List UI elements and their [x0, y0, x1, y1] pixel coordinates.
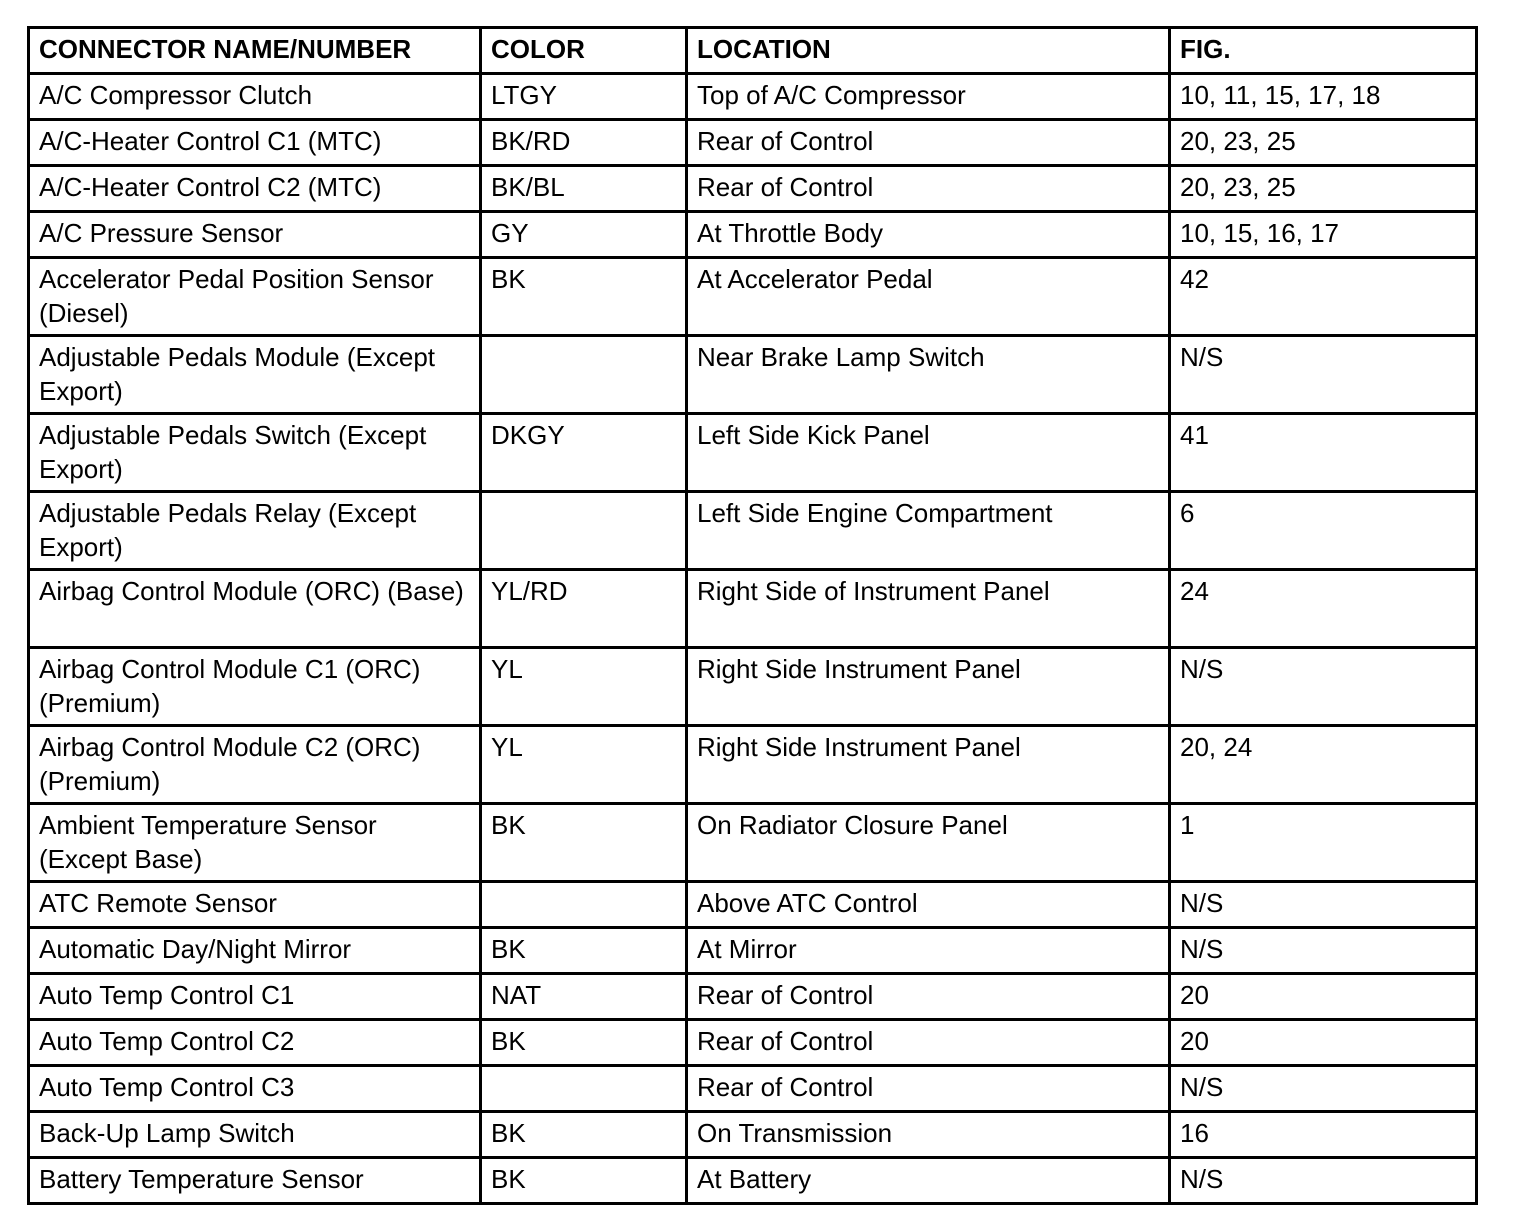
table-row [29, 414, 1477, 492]
cell-color: DKGY [481, 414, 687, 492]
cell-location: On Transmission [687, 1112, 1170, 1158]
cell-fig: N/S [1170, 1066, 1477, 1112]
cell-location: Left Side Engine Compartment [687, 492, 1170, 570]
cell-connector-name: A/C-Heater Control C2 (MTC) [29, 166, 481, 212]
cell-color [481, 492, 687, 570]
table-row [29, 648, 1477, 726]
table-row [29, 882, 1477, 928]
cell-location: Near Brake Lamp Switch [687, 336, 1170, 414]
cell-color: BK/BL [481, 166, 687, 212]
cell-connector-name: Adjustable Pedals Relay (Except Export) [29, 492, 481, 570]
cell-color: LTGY [481, 74, 687, 120]
cell-connector-name: Ambient Temperature Sensor (Except Base) [29, 804, 481, 882]
cell-connector-name: Adjustable Pedals Switch (Except Export) [29, 414, 481, 492]
header-color: COLOR [481, 28, 687, 74]
cell-fig: 20 [1170, 974, 1477, 1020]
cell-color: BK/RD [481, 120, 687, 166]
table-row [29, 1112, 1477, 1158]
cell-connector-name: ATC Remote Sensor [29, 882, 481, 928]
cell-location: Right Side Instrument Panel [687, 726, 1170, 804]
table-row [29, 336, 1477, 414]
cell-fig: N/S [1170, 648, 1477, 726]
cell-connector-name: Back-Up Lamp Switch [29, 1112, 481, 1158]
cell-location: Rear of Control [687, 974, 1170, 1020]
cell-connector-name: Airbag Control Module C1 (ORC)(Premium) [29, 648, 481, 726]
cell-connector-name: Auto Temp Control C1 [29, 974, 481, 1020]
cell-color: YL [481, 648, 687, 726]
cell-fig: 20, 23, 25 [1170, 166, 1477, 212]
table-row [29, 120, 1477, 166]
header-connector-name: CONNECTOR NAME/NUMBER [29, 28, 481, 74]
cell-location: Rear of Control [687, 166, 1170, 212]
cell-fig: N/S [1170, 336, 1477, 414]
cell-location: Rear of Control [687, 1020, 1170, 1066]
cell-fig: 10, 11, 15, 17, 18 [1170, 74, 1477, 120]
table-row [29, 212, 1477, 258]
cell-color: BK [481, 1158, 687, 1204]
connector-table [27, 26, 1478, 1205]
cell-color [481, 1066, 687, 1112]
cell-location: Right Side Instrument Panel [687, 648, 1170, 726]
cell-connector-name: Auto Temp Control C3 [29, 1066, 481, 1112]
cell-fig: 24 [1170, 570, 1477, 648]
cell-color: BK [481, 1112, 687, 1158]
cell-location: At Mirror [687, 928, 1170, 974]
cell-color: YL/RD [481, 570, 687, 648]
header-fig: FIG. [1170, 28, 1477, 74]
cell-location: Rear of Control [687, 120, 1170, 166]
cell-connector-name: A/C-Heater Control C1 (MTC) [29, 120, 481, 166]
cell-connector-name: Automatic Day/Night Mirror [29, 928, 481, 974]
cell-fig: N/S [1170, 928, 1477, 974]
header-location: LOCATION [687, 28, 1170, 74]
cell-color: BK [481, 804, 687, 882]
cell-fig: N/S [1170, 882, 1477, 928]
cell-location: At Battery [687, 1158, 1170, 1204]
cell-fig: 16 [1170, 1112, 1477, 1158]
table-row [29, 1066, 1477, 1112]
cell-fig: 20 [1170, 1020, 1477, 1066]
cell-color [481, 336, 687, 414]
cell-location: Left Side Kick Panel [687, 414, 1170, 492]
cell-fig: N/S [1170, 1158, 1477, 1204]
cell-color: YL [481, 726, 687, 804]
table-row [29, 974, 1477, 1020]
cell-connector-name: A/C Compressor Clutch [29, 74, 481, 120]
table-row [29, 928, 1477, 974]
table-row [29, 1020, 1477, 1066]
cell-location: Rear of Control [687, 1066, 1170, 1112]
table-row [29, 492, 1477, 570]
table-header-row [29, 28, 1477, 74]
cell-fig: 6 [1170, 492, 1477, 570]
table-row [29, 570, 1477, 648]
cell-connector-name: A/C Pressure Sensor [29, 212, 481, 258]
table-row [29, 74, 1477, 120]
cell-connector-name: Battery Temperature Sensor [29, 1158, 481, 1204]
cell-fig: 20, 23, 25 [1170, 120, 1477, 166]
cell-location: Right Side of Instrument Panel [687, 570, 1170, 648]
cell-fig: 20, 24 [1170, 726, 1477, 804]
cell-color: BK [481, 1020, 687, 1066]
cell-connector-name: Auto Temp Control C2 [29, 1020, 481, 1066]
cell-location: On Radiator Closure Panel [687, 804, 1170, 882]
cell-location: At Throttle Body [687, 212, 1170, 258]
cell-color [481, 882, 687, 928]
cell-connector-name: Airbag Control Module (ORC) (Base) [29, 570, 481, 648]
cell-color: GY [481, 212, 687, 258]
table-row [29, 726, 1477, 804]
cell-color: BK [481, 258, 687, 336]
table-row [29, 258, 1477, 336]
cell-connector-name: Adjustable Pedals Module (Except Export) [29, 336, 481, 414]
cell-location: At Accelerator Pedal [687, 258, 1170, 336]
cell-connector-name: Accelerator Pedal Position Sensor (Diesel) [29, 258, 481, 336]
cell-fig: 42 [1170, 258, 1477, 336]
cell-location: Above ATC Control [687, 882, 1170, 928]
table-row [29, 804, 1477, 882]
cell-fig: 41 [1170, 414, 1477, 492]
cell-fig: 1 [1170, 804, 1477, 882]
table-row [29, 166, 1477, 212]
cell-location: Top of A/C Compressor [687, 74, 1170, 120]
cell-fig: 10, 15, 16, 17 [1170, 212, 1477, 258]
table-row [29, 1158, 1477, 1204]
cell-color: NAT [481, 974, 687, 1020]
cell-connector-name: Airbag Control Module C2 (ORC)(Premium) [29, 726, 481, 804]
cell-color: BK [481, 928, 687, 974]
